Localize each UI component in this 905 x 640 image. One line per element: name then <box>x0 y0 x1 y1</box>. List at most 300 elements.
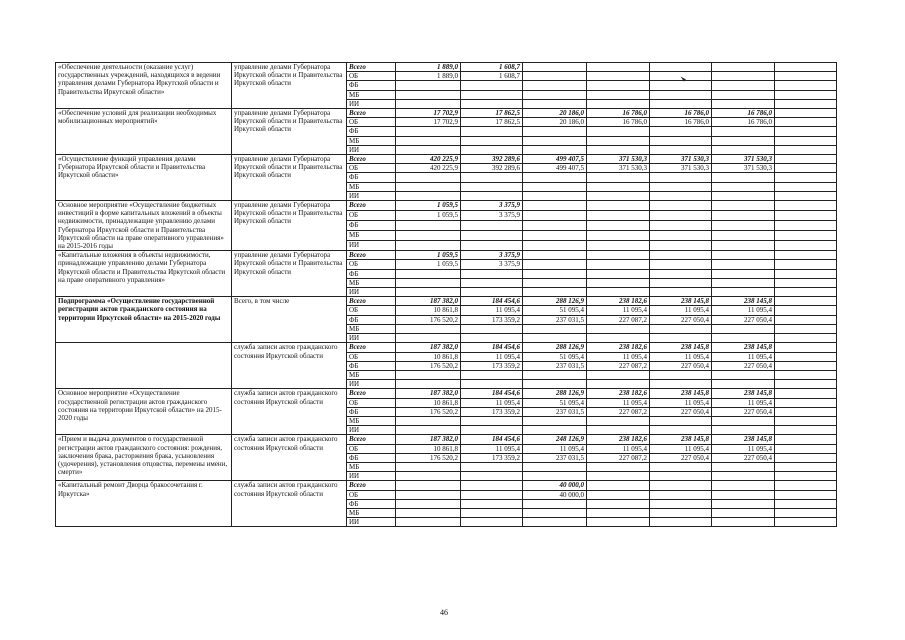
executor-cell: управление делами Губернатора Иркутской области и Правительства Иркутской области <box>232 155 347 201</box>
amount-cell <box>396 173 461 182</box>
funding-source-cell: ИИ <box>347 518 396 527</box>
amount-cell: 238 182,6 <box>587 435 650 444</box>
amount-cell: 3 375,9 <box>461 201 523 211</box>
amount-cell: 11 095,4 <box>461 306 523 315</box>
amount-cell: 11 095,4 <box>650 306 712 315</box>
amount-cell <box>587 221 650 231</box>
amount-cell <box>712 127 775 136</box>
amount-cell <box>775 260 837 269</box>
amount-cell <box>650 481 712 490</box>
amount-cell: 11 095,4 <box>712 444 775 453</box>
amount-cell <box>775 145 837 154</box>
amount-cell <box>650 136 712 145</box>
funding-source-cell: ИИ <box>347 99 396 108</box>
table-row <box>56 389 837 398</box>
amount-cell: 187 382,0 <box>396 343 461 352</box>
funding-source-cell: ФБ <box>347 453 396 462</box>
executor-cell: служба записи актов гражданского состояния Иркутской области <box>232 389 347 435</box>
amount-cell <box>587 508 650 517</box>
funding-source-cell: МБ <box>347 416 396 425</box>
amount-cell: 16 786,0 <box>650 118 712 127</box>
amount-cell <box>396 324 461 333</box>
amount-cell <box>396 462 461 471</box>
table-row <box>56 297 837 306</box>
funding-source-cell: Всего <box>347 389 396 398</box>
amount-cell <box>587 231 650 241</box>
amount-cell <box>775 462 837 471</box>
amount-cell <box>396 182 461 191</box>
amount-cell <box>712 278 775 287</box>
amount-cell: 371 530,3 <box>650 164 712 173</box>
amount-cell <box>650 182 712 191</box>
amount-cell: 10 861,8 <box>396 444 461 453</box>
amount-cell: 238 145,8 <box>650 343 712 352</box>
amount-cell <box>775 109 837 118</box>
funding-source-cell: Всего <box>347 201 396 211</box>
amount-cell: 173 359,2 <box>461 315 523 324</box>
amount-cell <box>461 173 523 182</box>
amount-cell <box>650 324 712 333</box>
funding-source-cell: ОБ <box>347 444 396 453</box>
amount-cell: 227 050,4 <box>712 407 775 416</box>
amount-cell <box>523 90 587 99</box>
amount-cell <box>587 416 650 425</box>
amount-cell <box>712 416 775 425</box>
amount-cell: 238 145,8 <box>650 435 712 444</box>
amount-cell: 173 359,2 <box>461 361 523 370</box>
amount-cell: 238 145,8 <box>650 297 712 306</box>
amount-cell: 371 530,3 <box>587 164 650 173</box>
amount-cell <box>775 361 837 370</box>
amount-cell: 187 382,0 <box>396 389 461 398</box>
amount-cell <box>461 288 523 297</box>
amount-cell <box>523 518 587 527</box>
amount-cell <box>523 380 587 389</box>
amount-cell <box>650 231 712 241</box>
amount-cell <box>712 182 775 191</box>
amount-cell: 11 095,4 <box>650 352 712 361</box>
amount-cell: 227 050,4 <box>712 453 775 462</box>
amount-cell <box>461 221 523 231</box>
table-row <box>56 435 837 444</box>
amount-cell <box>775 508 837 517</box>
amount-cell <box>775 518 837 527</box>
amount-cell: 1 889,0 <box>396 72 461 81</box>
amount-cell <box>396 269 461 278</box>
amount-cell <box>775 352 837 361</box>
funding-source-cell: ФБ <box>347 81 396 90</box>
funding-source-cell: МБ <box>347 278 396 287</box>
table-row <box>56 343 837 352</box>
amount-cell <box>523 145 587 154</box>
amount-cell: 227 050,4 <box>712 315 775 324</box>
amount-cell: 227 087,2 <box>587 453 650 462</box>
amount-cell <box>650 221 712 231</box>
amount-cell <box>461 490 523 499</box>
amount-cell <box>523 269 587 278</box>
amount-cell <box>461 380 523 389</box>
amount-cell <box>396 499 461 508</box>
amount-cell: 420 225,9 <box>396 164 461 173</box>
amount-cell <box>712 269 775 278</box>
amount-cell <box>587 127 650 136</box>
amount-cell: 10 861,8 <box>396 398 461 407</box>
amount-cell <box>775 155 837 164</box>
table-row <box>56 481 837 490</box>
amount-cell <box>712 145 775 154</box>
amount-cell: 420 225,9 <box>396 155 461 164</box>
funding-source-cell: ОБ <box>347 352 396 361</box>
amount-cell <box>461 145 523 154</box>
amount-cell: 238 145,8 <box>650 389 712 398</box>
amount-cell <box>461 499 523 508</box>
amount-cell <box>523 211 587 221</box>
amount-cell <box>650 518 712 527</box>
amount-cell <box>396 231 461 241</box>
amount-cell <box>396 334 461 343</box>
amount-cell <box>775 306 837 315</box>
amount-cell: 51 095,4 <box>523 306 587 315</box>
amount-cell <box>396 278 461 287</box>
funding-source-cell: ИИ <box>347 334 396 343</box>
funding-source-cell: Всего <box>347 63 396 72</box>
amount-cell <box>712 426 775 435</box>
amount-cell <box>523 241 587 251</box>
amount-cell <box>712 211 775 221</box>
amount-cell <box>650 288 712 297</box>
amount-cell: 238 182,6 <box>587 297 650 306</box>
amount-cell <box>587 201 650 211</box>
funding-source-cell: ФБ <box>347 127 396 136</box>
amount-cell <box>712 380 775 389</box>
amount-cell <box>587 426 650 435</box>
amount-cell <box>523 72 587 81</box>
funding-source-cell: Всего <box>347 435 396 444</box>
amount-cell: 176 520,2 <box>396 407 461 416</box>
amount-cell <box>587 145 650 154</box>
amount-cell: 371 530,3 <box>650 155 712 164</box>
amount-cell <box>587 136 650 145</box>
funding-source-cell: МБ <box>347 136 396 145</box>
amount-cell <box>775 90 837 99</box>
amount-cell <box>523 462 587 471</box>
amount-cell: 11 095,4 <box>650 398 712 407</box>
amount-cell: 227 050,4 <box>650 361 712 370</box>
amount-cell <box>650 201 712 211</box>
amount-cell <box>461 278 523 287</box>
amount-cell <box>396 99 461 108</box>
amount-cell <box>523 324 587 333</box>
amount-cell <box>712 90 775 99</box>
amount-cell: 392 289,6 <box>461 164 523 173</box>
funding-source-cell: Всего <box>347 251 396 260</box>
amount-cell <box>396 127 461 136</box>
table-row <box>56 201 837 211</box>
amount-cell <box>712 201 775 211</box>
amount-cell: 1 059,5 <box>396 211 461 221</box>
executor-cell: управление делами Губернатора Иркутской области и Правительства Иркутской области <box>232 109 347 155</box>
amount-cell <box>650 211 712 221</box>
amount-cell <box>461 324 523 333</box>
amount-cell <box>775 324 837 333</box>
amount-cell: 288 126,9 <box>523 389 587 398</box>
amount-cell <box>650 426 712 435</box>
amount-cell <box>587 380 650 389</box>
amount-cell: 11 095,4 <box>587 444 650 453</box>
amount-cell <box>775 201 837 211</box>
amount-cell <box>775 315 837 324</box>
funding-source-cell: ИИ <box>347 472 396 481</box>
amount-cell: 40 000,0 <box>523 481 587 490</box>
amount-cell <box>650 145 712 154</box>
amount-cell <box>650 99 712 108</box>
amount-cell <box>712 472 775 481</box>
amount-cell: 20 186,0 <box>523 118 587 127</box>
amount-cell <box>587 278 650 287</box>
amount-cell <box>396 288 461 297</box>
amount-cell: 11 095,4 <box>712 398 775 407</box>
amount-cell: 173 359,2 <box>461 407 523 416</box>
amount-cell <box>396 191 461 200</box>
amount-cell <box>396 145 461 154</box>
amount-cell: 11 095,4 <box>650 444 712 453</box>
amount-cell <box>587 288 650 297</box>
amount-cell: 16 786,0 <box>650 109 712 118</box>
amount-cell: 184 454,6 <box>461 297 523 306</box>
amount-cell <box>775 435 837 444</box>
amount-cell <box>461 269 523 278</box>
amount-cell <box>587 260 650 269</box>
amount-cell <box>587 241 650 251</box>
amount-cell: 3 375,9 <box>461 211 523 221</box>
amount-cell <box>461 426 523 435</box>
amount-cell <box>775 481 837 490</box>
amount-cell: 237 031,5 <box>523 407 587 416</box>
amount-cell <box>523 426 587 435</box>
amount-cell <box>461 127 523 136</box>
amount-cell <box>775 334 837 343</box>
amount-cell: 238 145,8 <box>712 435 775 444</box>
amount-cell: 371 530,3 <box>712 164 775 173</box>
amount-cell <box>523 127 587 136</box>
amount-cell <box>775 63 837 72</box>
funding-source-cell: МБ <box>347 182 396 191</box>
amount-cell <box>587 173 650 182</box>
amount-cell: 499 407,5 <box>523 164 587 173</box>
amount-cell <box>396 518 461 527</box>
amount-cell: 20 186,0 <box>523 109 587 118</box>
amount-cell <box>523 499 587 508</box>
executor-cell: управление делами Губернатора Иркутской области и Правительства Иркутской области <box>232 201 347 251</box>
amount-cell <box>523 251 587 260</box>
funding-source-cell: ИИ <box>347 288 396 297</box>
amount-cell <box>523 63 587 72</box>
amount-cell <box>712 241 775 251</box>
amount-cell <box>650 508 712 517</box>
measure-description <box>56 343 232 389</box>
amount-cell <box>650 499 712 508</box>
amount-cell: 237 031,5 <box>523 361 587 370</box>
amount-cell: 10 861,8 <box>396 352 461 361</box>
amount-cell <box>712 136 775 145</box>
amount-cell <box>587 472 650 481</box>
amount-cell <box>712 260 775 269</box>
amount-cell <box>587 499 650 508</box>
page-number: 46 <box>440 608 448 617</box>
amount-cell <box>461 518 523 527</box>
measure-description: «Капитальные вложения в объекты недвижимости, принадлежащие управлению делами Губернатора Иркутской области и Правительства Иркутской области на праве оперативного управления» <box>56 251 232 297</box>
amount-cell: 176 520,2 <box>396 453 461 462</box>
amount-cell <box>775 269 837 278</box>
funding-source-cell: Всего <box>347 297 396 306</box>
amount-cell: 40 000,0 <box>523 490 587 499</box>
amount-cell: 499 407,5 <box>523 155 587 164</box>
amount-cell <box>775 81 837 90</box>
amount-cell <box>523 472 587 481</box>
amount-cell <box>587 269 650 278</box>
measure-description: «Обеспечение условий для реализации необходимых мобилизационных мероприятий» <box>56 109 232 155</box>
amount-cell <box>587 324 650 333</box>
amount-cell <box>712 490 775 499</box>
amount-cell: 288 126,9 <box>523 297 587 306</box>
amount-cell <box>775 99 837 108</box>
amount-cell <box>650 127 712 136</box>
amount-cell <box>712 324 775 333</box>
amount-cell <box>523 201 587 211</box>
amount-cell <box>712 288 775 297</box>
amount-cell <box>523 182 587 191</box>
amount-cell: 11 095,4 <box>587 398 650 407</box>
amount-cell <box>775 389 837 398</box>
funding-source-cell: ФБ <box>347 407 396 416</box>
amount-cell: 392 289,6 <box>461 155 523 164</box>
amount-cell <box>712 99 775 108</box>
executor-cell: управление делами Губернатора Иркутской области и Правительства Иркутской области <box>232 63 347 109</box>
amount-cell: 371 530,3 <box>587 155 650 164</box>
amount-cell <box>396 380 461 389</box>
amount-cell <box>461 462 523 471</box>
amount-cell <box>775 72 837 81</box>
funding-source-cell: ФБ <box>347 269 396 278</box>
amount-cell <box>461 481 523 490</box>
amount-cell <box>650 81 712 90</box>
budget-table <box>55 62 837 527</box>
executor-cell: управление делами Губернатора Иркутской области и Правительства Иркутской области <box>232 251 347 297</box>
amount-cell <box>523 334 587 343</box>
amount-cell: 1 059,5 <box>396 260 461 269</box>
amount-cell: 227 050,4 <box>650 315 712 324</box>
amount-cell <box>523 81 587 90</box>
amount-cell <box>650 490 712 499</box>
amount-cell <box>712 499 775 508</box>
amount-cell <box>775 231 837 241</box>
amount-cell <box>712 370 775 379</box>
amount-cell <box>712 508 775 517</box>
amount-cell: 17 862,5 <box>461 109 523 118</box>
amount-cell <box>587 72 650 81</box>
amount-cell <box>775 490 837 499</box>
amount-cell <box>712 231 775 241</box>
amount-cell: 16 786,0 <box>712 118 775 127</box>
amount-cell <box>775 398 837 407</box>
amount-cell: 11 095,4 <box>523 444 587 453</box>
amount-cell: 238 182,6 <box>587 389 650 398</box>
amount-cell <box>461 370 523 379</box>
amount-cell <box>461 231 523 241</box>
funding-source-cell: ФБ <box>347 173 396 182</box>
amount-cell <box>396 508 461 517</box>
amount-cell <box>461 241 523 251</box>
amount-cell <box>650 269 712 278</box>
amount-cell <box>587 481 650 490</box>
amount-cell <box>650 63 712 72</box>
executor-cell: служба записи актов гражданского состояния Иркутской области <box>232 481 347 527</box>
amount-cell <box>712 518 775 527</box>
measure-description: Подпрограмма «Осуществление государственной регистрации актов гражданского состояния на территории Иркутской области» на 2015-2020 годы <box>56 297 232 343</box>
funding-source-cell: ОБ <box>347 398 396 407</box>
amount-cell <box>775 251 837 260</box>
amount-cell <box>775 370 837 379</box>
funding-source-cell: ОБ <box>347 118 396 127</box>
amount-cell <box>523 99 587 108</box>
amount-cell: 173 359,2 <box>461 453 523 462</box>
amount-cell <box>775 407 837 416</box>
amount-cell <box>650 334 712 343</box>
amount-cell: 227 050,4 <box>650 407 712 416</box>
amount-cell <box>775 118 837 127</box>
funding-source-cell: Всего <box>347 481 396 490</box>
amount-cell <box>587 334 650 343</box>
amount-cell <box>396 370 461 379</box>
amount-cell <box>523 221 587 231</box>
funding-source-cell: ОБ <box>347 490 396 499</box>
funding-source-cell: МБ <box>347 231 396 241</box>
amount-cell: 3 375,9 <box>461 251 523 260</box>
amount-cell: 1 608,7 <box>461 63 523 72</box>
amount-cell <box>775 297 837 306</box>
amount-cell <box>587 370 650 379</box>
amount-cell: 10 861,8 <box>396 306 461 315</box>
amount-cell <box>587 81 650 90</box>
funding-source-cell: ОБ <box>347 211 396 221</box>
measure-description: «Капитальный ремонт Дворца бракосочетания г. Иркутска» <box>56 481 232 527</box>
amount-cell <box>775 444 837 453</box>
amount-cell <box>461 334 523 343</box>
table-row <box>56 155 837 164</box>
measure-description: Основное мероприятие «Осуществление бюджетных инвестиций в форме капитальных вложений в объекты недвижимости, принадлежащие управлению делами Губернатора Иркутской области и Правительства Иркутской области на праве оперативного управления» на 2015-2016 годы <box>56 201 232 251</box>
amount-cell <box>775 472 837 481</box>
funding-source-cell: МБ <box>347 508 396 517</box>
amount-cell <box>396 241 461 251</box>
amount-cell: 1 608,7 <box>461 72 523 81</box>
amount-cell <box>650 278 712 287</box>
amount-cell <box>523 278 587 287</box>
amount-cell <box>461 191 523 200</box>
amount-cell <box>775 278 837 287</box>
amount-cell: 227 050,4 <box>712 361 775 370</box>
amount-cell <box>650 380 712 389</box>
executor-cell: Всего, в том числе <box>232 297 347 343</box>
executor-cell: служба записи актов гражданского состояния Иркутской области <box>232 343 347 389</box>
amount-cell <box>523 191 587 200</box>
amount-cell: 187 382,0 <box>396 435 461 444</box>
amount-cell <box>396 472 461 481</box>
amount-cell <box>775 211 837 221</box>
amount-cell <box>587 99 650 108</box>
amount-cell: 17 702,9 <box>396 118 461 127</box>
amount-cell: 184 454,6 <box>461 389 523 398</box>
amount-cell <box>775 182 837 191</box>
